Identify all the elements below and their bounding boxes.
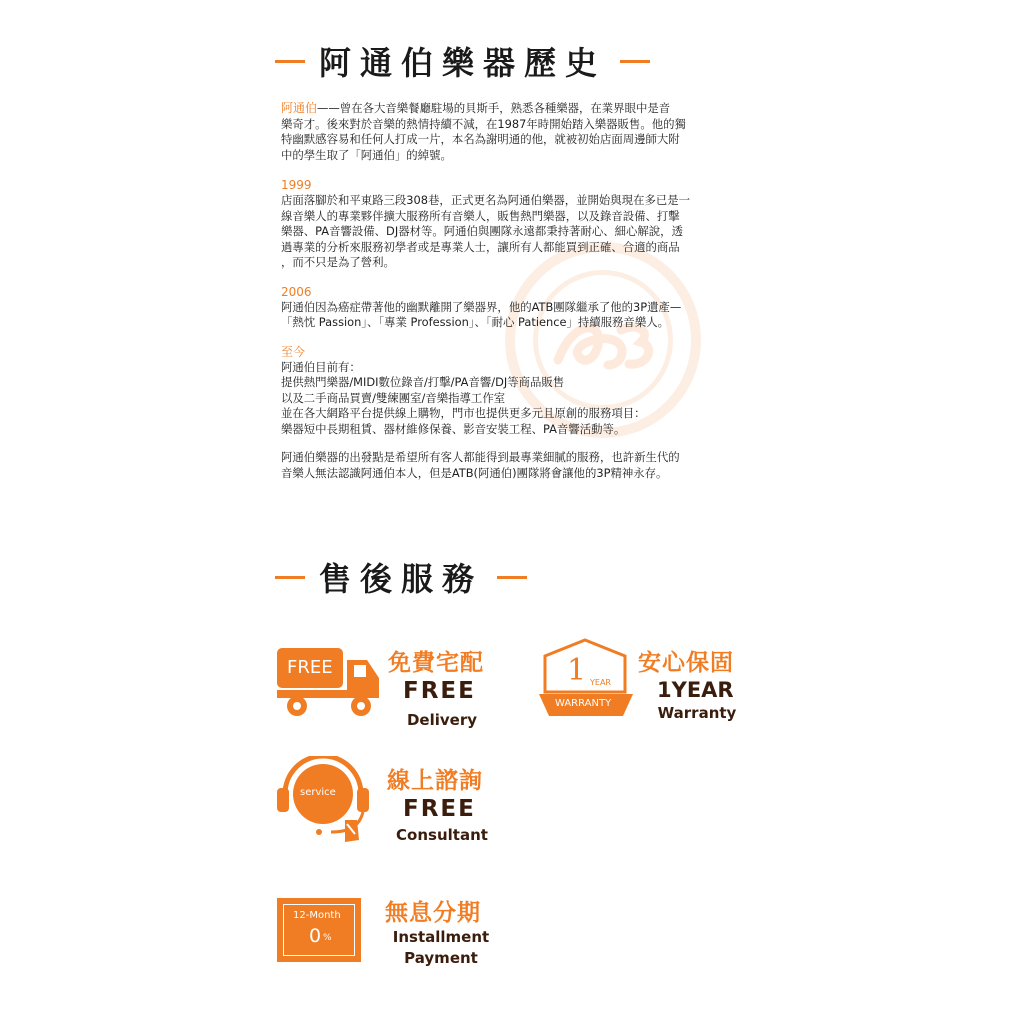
- delivery-free: FREE: [403, 678, 476, 704]
- section-label-1999: 1999: [281, 178, 312, 192]
- history-intro: [281, 100, 756, 163]
- section-label-now: 至今: [281, 344, 306, 359]
- history-heading-text: 阿通伯樂器歷史: [319, 44, 607, 82]
- heading-left-bar: [275, 576, 305, 579]
- delivery-sub: Delivery: [406, 711, 478, 729]
- intro-text: ——曾在各大音樂餐廳駐場的貝斯手，熟悉各種樂器，在業界眼中是音 樂奇才。後來對於音樂的熱情持續不減，在1987年時開始踏入樂器販售。他的獨 特幽默感容易和任何人打成一片，本名為謝明通的他，就被初始店面周邊師大附 中的學生取了「阿通伯」的綽號。: [281, 101, 686, 162]
- headset-icon: [275, 756, 375, 848]
- headset-icon-text: service: [300, 787, 336, 798]
- installment-box-top: 12-Month: [293, 910, 341, 921]
- warranty-badge-number: 1: [567, 653, 587, 688]
- history-body: [281, 100, 756, 481]
- warranty-badge-unit: YEAR: [590, 678, 611, 687]
- warranty-title: 安心保固: [638, 650, 734, 676]
- warranty-badge-label: WARRANTY: [555, 698, 612, 709]
- section-text-now: 阿通伯目前有： 提供熱門樂器/MIDI數位錄音/打擊/PA音響/DJ等商品販售 以及二手商品買賣/雙練團室/音樂指導工作室 並在各大網路平台提供線上購物，門市也提供更多元且原創的服務項目： 樂器短中長期租賃、器材維修保養、影音安裝工程、PA音響活動等。: [281, 359, 646, 436]
- services-heading: [275, 554, 527, 600]
- consult-free: FREE: [403, 796, 476, 822]
- installment-box-pct: %: [323, 933, 332, 943]
- heading-left-bar: [275, 60, 305, 63]
- warranty-badge-icon: [537, 638, 637, 728]
- history-heading: [275, 38, 650, 84]
- warranty-1year: 1YEAR: [657, 678, 734, 702]
- installment-sub-2: Payment: [404, 949, 478, 967]
- installment-block: [275, 890, 505, 980]
- warranty-sub: Warranty: [657, 704, 737, 722]
- heading-right-bar: [620, 60, 650, 63]
- section-text-1999: 店面落腳於和平東路三段308巷，正式更名為阿通伯樂器，並開始與現在多已是一 線音樂人的專業夥伴擴大服務所有音樂人，販售熱門樂器，以及錄音設備、打擊 樂器、PA音響設備、DJ器材等。阿通伯與團隊永遠都秉持著耐心、細心解說，透 過專業的分析來服務初學者或是專業人士，讓所有人都能買到正確、合適的商品 ，而不只是為了營利。: [281, 193, 691, 269]
- installment-title: 無息分期: [385, 900, 481, 926]
- online-consult-block: [275, 756, 505, 856]
- delivery-title: 免費宅配: [388, 650, 484, 676]
- free-delivery-block: [275, 638, 505, 738]
- installment-sub-1: Installment: [392, 928, 490, 946]
- truck-icon-text: FREE: [287, 657, 333, 678]
- warranty-block: [535, 638, 765, 738]
- intro-name: 阿通伯: [281, 101, 318, 115]
- services-heading-text: 售後服務: [319, 560, 484, 598]
- history-closing: 阿通伯樂器的出發點是希望所有客人都能得到最專業細膩的服務，也許新生代的 音樂人無法認識阿通伯本人，但是ATB(阿通伯)團隊將會讓他的3P精神永存。: [281, 450, 680, 480]
- consult-title: 線上諮詢: [387, 768, 483, 794]
- heading-right-bar: [497, 576, 527, 579]
- section-label-2006: 2006: [281, 284, 312, 299]
- consult-sub: Consultant: [396, 826, 488, 844]
- section-text-2006: 阿通伯因為癌症帶著他的幽默離開了樂器界，他的ATB團隊繼承了他的3P遺產— 「熱忱 Passion」、「專業 Profession」、「耐心 Patience」持續服務音樂人。: [281, 299, 682, 329]
- installment-box-rate: 0: [309, 925, 322, 947]
